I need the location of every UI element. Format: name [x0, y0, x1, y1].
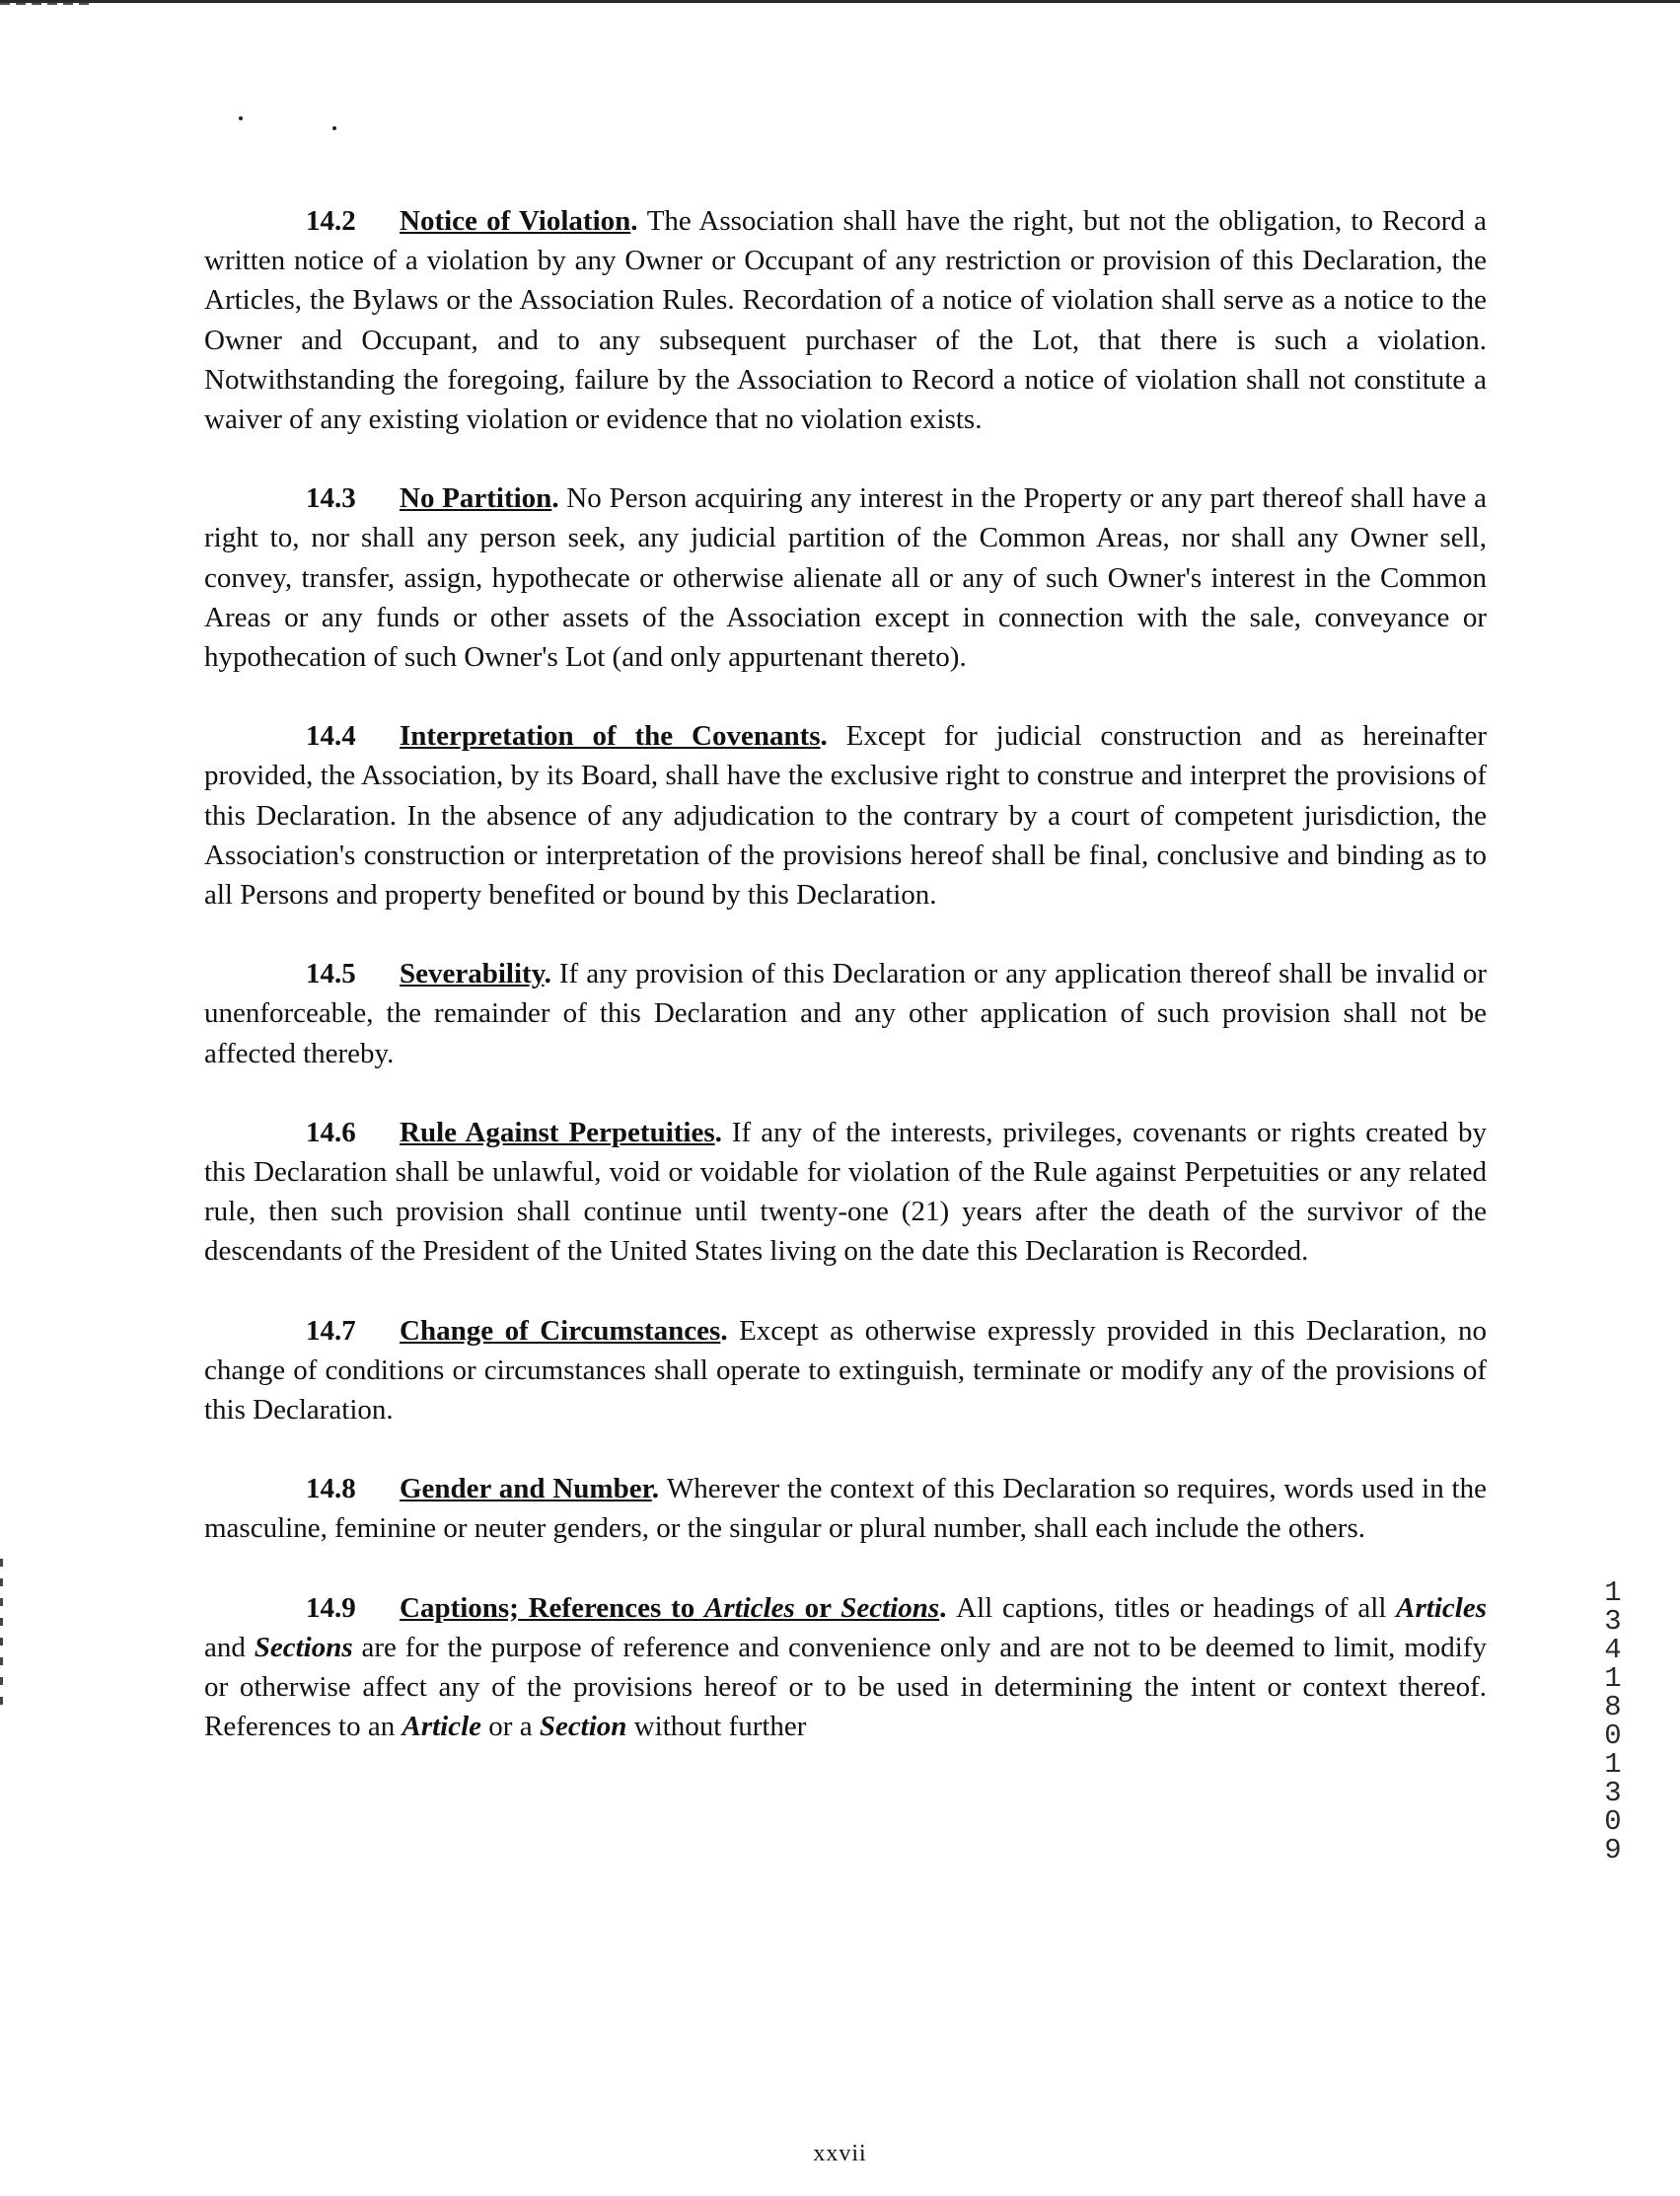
section-14-6: 14.6 Rule Against Perpetuities. If any of the interests, privileges, covenants or rights created by this Declaration shall be unlawful, void or voidable for violation of the Rule against Perpetuities or any related rule, then such provision shall continue until twenty-one (21) years after the death of the survivor of the descendants of the President of the United States living on the date this Declaration is Recorded.	[204, 1113, 1487, 1272]
section-14-3: 14.3 No Partition. No Person acquiring any interest in the Property or any part thereof shall have a right to, nor shall any person seek, any judicial partition of the Common Areas, nor shall any Owner sell, convey, transfer, assign, hypothecate or otherwise alienate all or any of such Owner's interest in the Common Areas or any funds or other assets of the Association except in connection with the sale, conveyance or hypothecation of such Owner's Lot (and only appurtenant thereto).	[204, 478, 1487, 677]
document-body	[204, 201, 1487, 1787]
section-heading: Interpretation of the Covenants	[400, 720, 821, 753]
section-14-8: 14.8 Gender and Number. Wherever the context of this Declaration so requires, words used in the masculine, feminine or neuter genders, or the singular or plural number, shall each include the others.	[204, 1469, 1487, 1548]
section-14-7: 14.7 Change of Circumstances. Except as otherwise expressly provided in this Declaration, no change of conditions or circumstances shall operate to extinguish, terminate or modify any of the provisions of this Declaration.	[204, 1311, 1487, 1430]
section-body: Except as otherwise expressly provided in this Declaration, no change of conditions or circumstances shall operate to extinguish, terminate or modify any of the provisions of this Declaration.	[204, 1314, 1488, 1427]
section-body: No Person acquiring any interest in the Property or any part thereof shall have a right to, nor shall any person seek, any judicial partition of the Common Areas, nor shall any Owner sell, convey, transfer, assign, hypothecate or otherwise alienate all or any of such Owner's interest in the Common Areas or any funds or other assets of the Association except in connection with the sale, conveyance or hypothecation of such Owner's Lot (and only appurtenant thereto).	[204, 482, 1488, 674]
section-heading: Gender and Number	[400, 1473, 652, 1505]
heading-or: or	[794, 1591, 841, 1624]
scan-top-dash	[0, 3, 89, 5]
section-number: 14.3	[306, 482, 356, 515]
section-number: 14.4	[306, 720, 356, 753]
scan-top-border	[0, 0, 1680, 3]
body-text: without further	[626, 1711, 807, 1743]
section-number: 14.8	[306, 1473, 356, 1505]
section-14-2: 14.2 Notice of Violation. The Association shall have the right, but not the obligation, to Record a written notice of a violation by any Owner or Occupant of any restriction or provision of this Declaration, the Articles, the Bylaws or the Association Rules. Recordation of a notice of violation shall serve as a notice to the Owner and Occupant, and to any subsequent purchaser of the Lot, that there is such a violation. Notwithstanding the foregoing, failure by the Association to Record a notice of violation shall not constitute a waiver of any existing violation or evidence that no violation exists.	[204, 201, 1487, 439]
section-14-4: 14.4 Interpretation of the Covenants. Except for judicial construction and as hereinafter provided, the Association, by its Board, shall have the exclusive right to construe and interpret the provisions of this Declaration. In the absence of any adjudication to the contrary by a court of competent jurisdiction, the Association's construction or interpretation of the provisions hereof shall be final, conclusive and binding as to all Persons and property benefited or bound by this Declaration.	[204, 716, 1487, 915]
section-body: If any provision of this Declaration or any application thereof shall be invalid or unenforceable, the remainder of this Declaration and any other application of such provision shall not be affected thereby.	[204, 958, 1488, 1069]
section-number: 14.9	[306, 1591, 356, 1624]
heading-text: Captions; References to	[400, 1591, 705, 1624]
page-number: xxvii	[813, 2141, 867, 2166]
scan-speck	[332, 126, 336, 130]
section-heading: Notice of Violation	[400, 205, 631, 237]
heading-articles: Articles	[704, 1591, 795, 1624]
section-body: Wherever the context of this Declaration so requires, words used in the masculine, feminine or neuter genders, or the singular or plural number, shall each include the others.	[204, 1473, 1487, 1545]
body-articles: Articles	[1396, 1591, 1488, 1624]
body-text: are for the purpose of reference and convenience only and are not to be deemed to limit, modify or otherwise affect any of the provisions hereof or to be used in determining the intent or context thereof. References to an	[204, 1631, 1487, 1743]
section-number: 14.7	[306, 1314, 356, 1347]
body-sections: Sections	[254, 1631, 353, 1663]
body-article: Article	[402, 1711, 482, 1743]
body-text: All captions, titles or headings of all	[956, 1591, 1397, 1624]
body-section: Section	[539, 1711, 627, 1743]
section-number: 14.6	[306, 1116, 356, 1148]
section-heading: Change of Circumstances	[400, 1314, 721, 1347]
section-body: If any of the interests, privileges, covenants or rights created by this Declaration shall be unlawful, void or voidable for violation of the Rule against Perpetuities or any related rule, then such provision shall continue until twenty-one (21) years after the death of the survivor of the descendants of the President of the United States living on the date this Declaration is Recorded.	[204, 1116, 1487, 1268]
body-and: and	[204, 1631, 255, 1663]
scan-speck	[239, 116, 243, 120]
scan-left-edge-marks	[0, 1559, 3, 1707]
section-heading	[400, 1592, 939, 1624]
heading-sections: Sections	[840, 1591, 940, 1624]
section-heading: Rule Against Perpetuities	[400, 1116, 715, 1148]
section-number: 14.2	[306, 205, 356, 237]
section-body: Except for judicial construction and as hereinafter provided, the Association, by its Board, shall have the exclusive right to construe and interpret the provisions of this Declaration. In the absence of any adjudication to the contrary by a court of competent jurisdiction, the Association's construction or interpretation of the provisions hereof shall be final, conclusive and binding as to all Persons and property benefited or bound by this Declaration.	[204, 720, 1488, 912]
section-heading: No Partition	[400, 482, 552, 515]
section-14-5: 14.5 Severability. If any provision of this Declaration or any application thereof shall be invalid or unenforceable, the remainder of this Declaration and any other application of such provision shall not be affected thereby.	[204, 954, 1487, 1073]
section-14-9: 14.9 Captions; References to Articles or Sections. All captions, titles or headings of all Articles and Sections are for the purpose of reference and convenience only and are not to be deemed to limit, modify or otherwise affect any of the provisions hereof or to be used in determining the intent or context thereof. References to an Article or a Section without further	[204, 1588, 1487, 1747]
section-body: The Association shall have the right, but not the obligation, to Record a written notice of a violation by any Owner or Occupant of any restriction or provision of this Declaration, the Articles, the Bylaws or the Association Rules. Recordation of a notice of violation shall serve as a notice to the Owner and Occupant, and to any subsequent purchaser of the Lot, that there is such a violation. Notwithstanding the foregoing, failure by the Association to Record a notice of violation shall not constitute a waiver of any existing violation or evidence that no violation exists.	[204, 205, 1487, 436]
body-or-a: or a	[481, 1711, 540, 1743]
recording-stamp: 13418 01309	[1604, 1576, 1640, 1867]
section-heading: Severability	[400, 958, 545, 990]
section-number: 14.5	[306, 958, 356, 990]
